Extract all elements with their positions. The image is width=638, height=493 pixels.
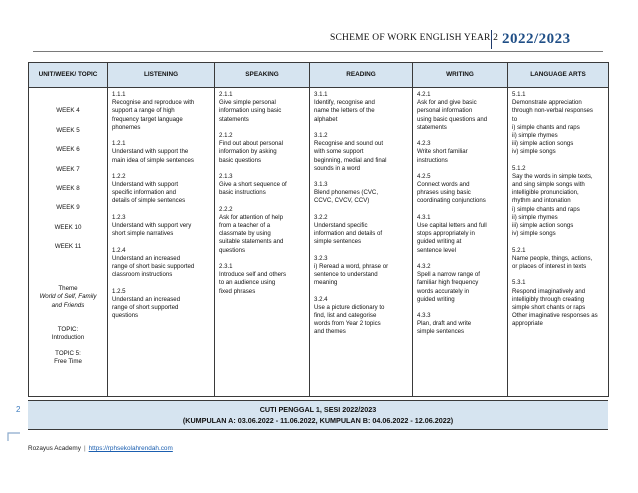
year-badge: 2022/2023	[491, 30, 598, 49]
cell-line: 3.2.2	[314, 213, 328, 221]
cell-line: Connect words and	[417, 181, 470, 189]
cell-line: Say the words in simple texts,	[512, 172, 593, 180]
cell-line: phrases using basic	[417, 189, 471, 197]
credit-name: Rozayus Academy	[28, 445, 81, 452]
cell-line: classmate by using	[219, 230, 271, 238]
cell-line: simple sentences	[314, 238, 362, 246]
cell-line: familiar high frequency	[417, 279, 479, 287]
cell-line: Use capital letters and full	[417, 222, 487, 229]
cell-line: details of simple sentences	[112, 197, 186, 205]
cell-line: questions	[112, 312, 139, 320]
cell-line: 5.2.1	[512, 246, 526, 254]
cell-line: 3.1.2	[314, 131, 328, 139]
cell-line: 1.2.4	[112, 246, 126, 254]
cell-line	[512, 238, 605, 246]
cell-line: Give a short sequence of	[219, 181, 287, 189]
week-label: WEEK 11	[54, 243, 82, 251]
cell-line: and themes	[314, 328, 346, 336]
cell-line	[219, 255, 306, 263]
topic-name: Introduction	[51, 334, 85, 342]
cell-line: to an audience using	[219, 279, 276, 287]
cell-line: questions	[219, 246, 246, 254]
cell-line: 4.2.5	[417, 172, 431, 180]
cell-line: 1.2.5	[112, 287, 126, 295]
cell-line: using basic questions and	[417, 115, 488, 123]
header-reading: READING	[310, 63, 413, 88]
cell-line: 1.2.3	[112, 213, 126, 221]
topic5-name: Free Time	[54, 358, 82, 366]
cell-line: specific information and	[112, 189, 177, 197]
cell-line: basic questions	[219, 156, 262, 164]
cell-line: iii) simple action songs	[512, 222, 574, 229]
cell-line: 3.2.4	[314, 295, 328, 303]
cell-line: Find out about personal	[219, 140, 284, 148]
cell-line	[112, 238, 211, 246]
cell-line	[314, 288, 409, 296]
cell-line: Recognise and sound out	[314, 140, 384, 148]
cell-line	[219, 124, 306, 132]
cell-line: Recognise and reproduce with	[112, 99, 195, 107]
header-week: UNIT/WEEK/ TOPIC	[29, 63, 108, 88]
cell-line: Understand specific	[314, 222, 368, 229]
cell-line: words accurately in	[417, 287, 470, 295]
cell-line: 2.1.2	[219, 131, 233, 139]
week-label: WEEK 9	[56, 204, 80, 212]
cell-line: Ask for attention of help	[219, 213, 284, 221]
cell-line: 5.3.1	[512, 279, 526, 287]
cell-line: ii) simple rhymes	[512, 213, 558, 221]
cell-line: Demonstrate appreciation	[512, 99, 582, 107]
cell-line: main idea of simple sentences	[112, 156, 194, 164]
corner-bracket-icon	[7, 432, 21, 442]
cell-line: with some support	[314, 148, 364, 156]
cell-line: 2.1.1	[219, 91, 233, 98]
scheme-table	[28, 62, 609, 397]
cell-line: Use a picture dictionary to	[314, 303, 385, 311]
header-title: SCHEME OF WORK ENGLISH YEAR 2	[330, 33, 499, 43]
cell-line: statements	[219, 115, 249, 123]
cell-line: beginning, medial and final	[314, 156, 387, 164]
header-speaking: SPEAKING	[215, 63, 310, 88]
cell-line: stops appropriately in	[417, 230, 475, 238]
header-rule	[33, 51, 603, 52]
cell-line: ii) simple rhymes	[512, 131, 558, 139]
cell-line: to	[512, 115, 518, 123]
cell-line: short simple narratives	[112, 230, 174, 238]
cell-line: Other imaginative responses as	[512, 312, 598, 320]
cell-line: 2.3.1	[219, 262, 233, 270]
credit-link[interactable]: https://rphsekolahrendah.com	[88, 445, 173, 452]
cell-line: 4.3.2	[417, 262, 431, 270]
cell-line	[112, 165, 211, 173]
cell-line	[219, 165, 306, 173]
cell-line: 1.1.1	[112, 91, 126, 98]
cell-line: Understand with support very	[112, 222, 192, 229]
cell-line	[417, 132, 504, 140]
cell-line	[417, 304, 504, 312]
cell-line: Understand with support	[112, 181, 179, 189]
cell-line: 2.1.3	[219, 172, 233, 180]
cell-line	[417, 206, 504, 214]
cell-line: appropriate	[512, 320, 543, 328]
cell-line	[314, 124, 409, 132]
cell-line: classroom instructions	[112, 271, 173, 279]
cell-line	[512, 157, 605, 165]
topic-label: TOPIC:	[57, 325, 79, 333]
language-arts-cell	[508, 88, 609, 397]
cell-line: name the letters of the	[314, 107, 375, 115]
header-writing: WRITING	[413, 63, 508, 88]
cell-line	[417, 255, 504, 263]
cell-line: Respond imaginatively and	[512, 287, 586, 295]
cell-line: range of short supported	[112, 303, 179, 311]
cell-line: or places of interest in texts	[512, 262, 587, 270]
week-label: WEEK 10	[54, 223, 82, 231]
holiday-title: CUTI PENGGAL 1, SESI 2022/2023	[259, 405, 377, 414]
week-label: WEEK 5	[56, 126, 80, 134]
cell-line: 1.2.2	[112, 172, 126, 180]
cell-line: meaning	[314, 279, 338, 287]
week-label: WEEK 7	[56, 165, 80, 173]
cell-line: frequency target language	[112, 115, 183, 123]
cell-line	[512, 271, 605, 279]
cell-line: Understand with support the	[112, 148, 189, 156]
cell-line: and sing simple songs with	[512, 181, 585, 189]
cell-line: Identify, recognise and	[314, 99, 375, 107]
cell-line: information by asking	[219, 148, 277, 156]
cell-line: 5.1.2	[512, 164, 526, 172]
cell-line: Ask for and give basic	[417, 99, 477, 107]
writing-cell	[413, 88, 508, 397]
cell-line: through non-verbal responses	[512, 107, 593, 115]
topic5-label: TOPIC 5:	[55, 350, 81, 358]
cell-line: Plan, draft and write	[417, 320, 472, 328]
cell-line: phonemes	[112, 123, 141, 131]
cell-line: guided writing at	[417, 238, 462, 246]
cell-line: i) simple chants and raps	[512, 123, 580, 131]
cell-line: 3.1.1	[314, 91, 328, 98]
cell-line: alphabet	[314, 115, 338, 123]
cell-line: 4.3.1	[417, 213, 431, 221]
speaking-cell	[215, 88, 310, 397]
cell-line: sounds in a word	[314, 164, 361, 172]
table-header-row	[29, 63, 609, 88]
cell-line: sentence level	[417, 246, 456, 254]
cell-line: Understand an increased	[112, 295, 181, 303]
cell-line	[314, 173, 409, 181]
cell-line: simple short chants or raps	[512, 303, 586, 311]
cell-line: Name people, things, actions,	[512, 254, 593, 262]
cell-line: i) Reread a word, phrase or	[314, 262, 389, 270]
holiday-dates: (KUMPULAN A: 03.06.2022 - 11.06.2022, KUMPULAN B: 04.06.2022 - 12.06.2022)	[182, 416, 454, 425]
cell-line: CCVC, CVCV, CCV)	[314, 197, 370, 205]
cell-line: words from Year 2 topics	[314, 320, 381, 328]
cell-line: iv) simple songs	[512, 148, 556, 156]
cell-line: fixed phrases	[219, 287, 256, 295]
cell-line: personal information	[417, 107, 473, 115]
theme-name: and Friends	[51, 301, 85, 309]
cell-line	[314, 247, 409, 255]
cell-line: 5.1.1	[512, 91, 526, 98]
cell-line: information using basic	[219, 107, 282, 115]
week-cell	[29, 88, 108, 397]
cell-line	[219, 197, 306, 205]
cell-line: Introduce self and others	[219, 271, 287, 279]
table-row	[29, 88, 609, 397]
header-language-arts: LANGUAGE ARTS	[508, 63, 609, 88]
cell-line: Give simple personal	[219, 99, 276, 107]
cell-line: coordinating conjunctions	[417, 197, 486, 205]
cell-line: suitable statements and	[219, 238, 284, 246]
cell-line: sentence to understand	[314, 271, 378, 279]
cell-line: iv) simple songs	[512, 230, 556, 238]
cell-line: intelligibly through creating	[512, 295, 585, 303]
cell-line: 4.2.1	[417, 91, 431, 98]
reading-cell	[310, 88, 413, 397]
cell-line: simple sentences	[417, 328, 465, 336]
cell-line: rhythm and intonation	[512, 197, 571, 205]
listening-cell	[108, 88, 215, 397]
cell-line: 4.2.3	[417, 140, 431, 148]
cell-line: Spell a narrow range of	[417, 271, 481, 279]
cell-line: iii) simple action songs	[512, 140, 574, 148]
cell-line	[314, 206, 409, 214]
cell-line: range of short basic supported	[112, 262, 195, 270]
cell-line: find, list and categorise	[314, 312, 377, 320]
cell-line: Blend phonemes (CVC,	[314, 189, 379, 197]
cell-line: 2.2.2	[219, 205, 233, 213]
week-label: WEEK 6	[56, 146, 80, 154]
cell-line: from a teacher of a	[219, 222, 271, 229]
cell-line: basic instructions	[219, 189, 266, 197]
cell-line: 3.1.3	[314, 181, 328, 189]
header-listening: LISTENING	[108, 63, 215, 88]
cell-line: 4.3.3	[417, 312, 431, 320]
credit-line	[28, 445, 173, 452]
week-label: WEEK 4	[56, 107, 80, 115]
theme-label: Theme	[58, 285, 78, 293]
cell-line	[112, 132, 211, 140]
cell-line: 1.2.1	[112, 140, 126, 148]
page-number: 2	[16, 405, 21, 414]
cell-line: instructions	[417, 156, 448, 164]
cell-line: statements	[417, 123, 447, 131]
theme-name: World of Self, Family	[39, 293, 97, 301]
week-label: WEEK 8	[56, 184, 80, 192]
cell-line: Write short familiar	[417, 148, 468, 156]
cell-line: Understand an increased	[112, 254, 181, 262]
cell-line: intelligible pronunciation,	[512, 189, 579, 197]
cell-line: information and details of	[314, 230, 383, 238]
topic-block	[30, 326, 106, 342]
credit-separator: |	[83, 445, 86, 452]
cell-line: i) simple chants and raps	[512, 205, 580, 213]
cell-line	[417, 165, 504, 173]
cell-line	[112, 279, 211, 287]
cell-line	[112, 206, 211, 214]
holiday-band	[28, 400, 608, 430]
topic5-block	[30, 350, 106, 366]
cell-line: support a range of high	[112, 107, 175, 115]
theme-block	[30, 285, 106, 310]
cell-line: 3.2.3	[314, 254, 328, 262]
cell-line: guided writing	[417, 295, 455, 303]
